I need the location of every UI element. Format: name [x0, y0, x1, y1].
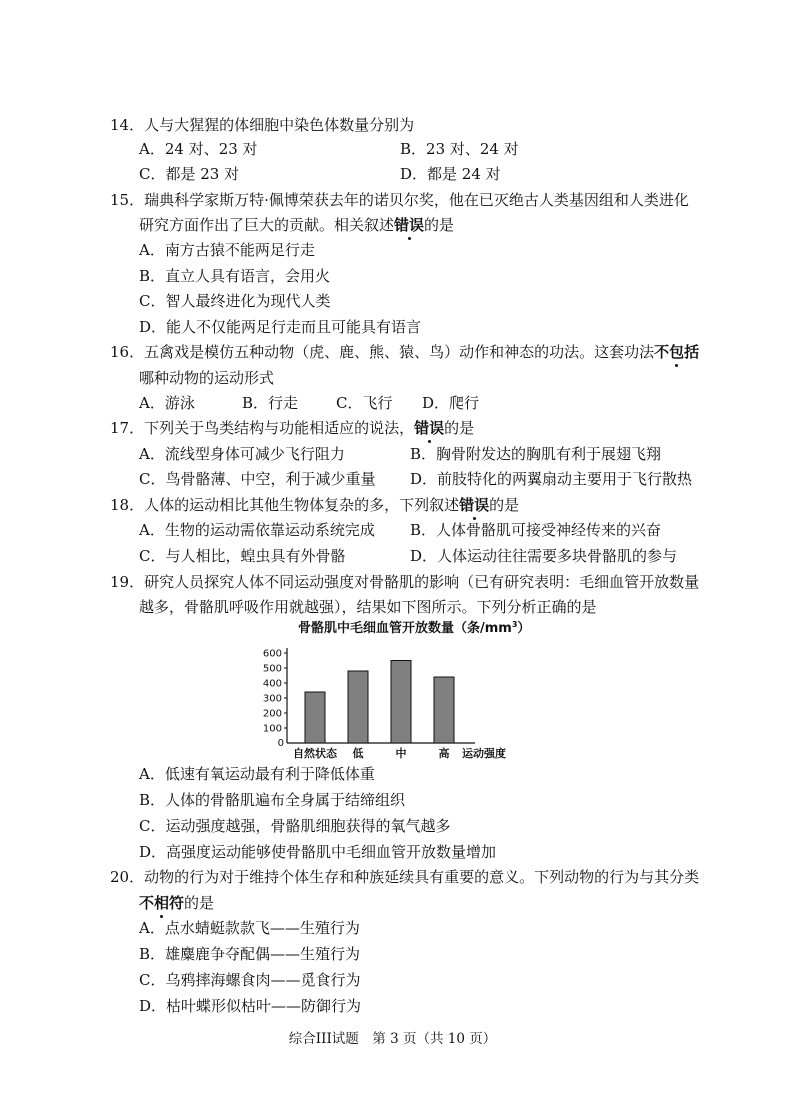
q15-option-b: B．直立人具有语言，会用火: [139, 267, 331, 285]
q17-emphasis: 错误: [414, 419, 445, 437]
q20-option-d: D．枯叶蝶形似枯叶——防御行为: [139, 997, 362, 1015]
q20-emphasis: 不相符: [139, 894, 185, 912]
q14-stem: 14．人与大猩猩的体细胞中染色体数量分别为: [110, 116, 415, 134]
x-tick-label: 高: [438, 747, 450, 760]
q20-option-a: A．点水蜻蜓款款飞——生殖行为: [139, 919, 360, 937]
x-axis-label: 运动强度: [462, 747, 506, 760]
page-footer: 综合III试题 第 3 页（共 10 页）: [288, 1031, 497, 1047]
q16-option-a: A．游泳: [139, 394, 195, 412]
q15-option-c: C．智人最终进化为现代人类: [139, 292, 331, 310]
y-tick-label: 300: [262, 693, 282, 705]
q16-option-c: C．飞行: [336, 394, 393, 412]
q20-option-b: B．雄麋鹿争夺配偶——生殖行为: [139, 945, 361, 963]
x-tick-label: 低: [352, 747, 364, 760]
q17-option-b: B．胸骨附发达的胸肌有利于展翅飞翔: [410, 445, 662, 463]
q19-stem-line2: 越多，骨骼肌呼吸作用就越强），结果如下图所示。下列分析正确的是: [139, 598, 597, 616]
q16-option-d: D．爬行: [422, 394, 480, 412]
q15-option-a: A．南方古猿不能两足行走: [139, 241, 315, 259]
q19-option-d: D．高强度运动能够使骨骼肌中毛细血管开放数量增加: [139, 843, 497, 861]
axis-origin-label: 0: [277, 738, 284, 749]
q20-option-c: C．乌鸦摔海螺食肉——觅食行为: [139, 971, 361, 989]
q15-emphasis: 错误: [394, 216, 425, 234]
bar-2: [391, 661, 411, 744]
q16-emphasis: 不包括: [654, 343, 700, 361]
q17-stem: 17．下列关于鸟类结构与功能相适应的说法，错误的是: [110, 419, 475, 437]
q15-option-d: D．能人不仅能两足行走而且可能具有语言: [139, 318, 422, 336]
y-tick-label: 200: [262, 708, 282, 720]
q15-stem-line2: 研究方面作出了巨大的贡献。相关叙述错误的是: [139, 216, 455, 234]
q19-option-b: B．人体的骨骼肌遍布全身属于结缔组织: [139, 791, 406, 809]
bar-0: [305, 692, 325, 743]
chart-title: 骨骼肌中毛细血管开放数量（条$/mm^3$）: [298, 620, 531, 636]
x-tick-label: 中: [395, 747, 407, 760]
q20-stem-line1: 20．动物的行为对于维持个体生存和种族延续具有重要的意义。下列动物的行为与其分类: [110, 868, 700, 886]
q18-option-b: B．人体骨骼肌可接受神经传来的兴奋: [410, 521, 662, 539]
q14-option-d: D．都是 24 对: [400, 165, 501, 183]
y-tick-label: 100: [262, 723, 282, 735]
q15-stem-line1: 15．瑞典科学家斯万特·佩博荣获去年的诺贝尔奖，他在已灭绝古人类基因组和人类进化: [110, 191, 689, 209]
q17-option-c: C．鸟骨骼薄、中空，利于减少重量: [139, 470, 376, 488]
q14-option-c: C．都是 23 对: [139, 165, 240, 183]
q18-stem: 18．人体的运动相比其他生物体复杂的多，下列叙述错误的是: [110, 496, 520, 514]
y-tick-label: 500: [262, 663, 282, 675]
bar-1: [348, 671, 368, 743]
q18-emphasis: 错误: [459, 496, 490, 514]
y-tick-label: 600: [262, 648, 282, 660]
q19-stem-line1: 19．研究人员探究人体不同运动强度对骨骼肌的影响（已有研究表明：毛细血管开放数量: [110, 573, 700, 591]
q14-option-b: B．23 对、24 对: [400, 140, 519, 158]
bar-3: [434, 677, 454, 743]
q18-option-d: D．人体运动往往需要多块骨骼肌的参与: [410, 547, 678, 565]
capillary-bar-chart: [250, 618, 531, 763]
q17-option-a: A．流线型身体可减少飞行阻力: [139, 445, 345, 463]
q19-option-a: A．低速有氧运动最有利于降低体重: [139, 765, 375, 783]
q16-stem-line1: 16．五禽戏是模仿五种动物（虎、鹿、熊、猿、鸟）动作和神态的功法。这套功法不包括: [110, 343, 700, 361]
q16-stem-line2: 哪种动物的运动形式: [139, 369, 275, 387]
y-tick-label: 400: [262, 678, 282, 690]
q18-option-a: A．生物的运动需依靠运动系统完成: [139, 521, 375, 539]
q16-option-b: B．行走: [242, 394, 299, 412]
q18-option-c: C．与人相比，蝗虫具有外骨骼: [139, 547, 346, 565]
q20-stem-line2: 不相符的是: [139, 894, 215, 912]
q14-option-a: A．24 对、23 对: [139, 140, 258, 158]
q17-option-d: D．前肢特化的两翼扇动主要用于飞行散热: [410, 470, 693, 488]
q19-option-c: C．运动强度越强，骨骼肌细胞获得的氧气越多: [139, 817, 451, 835]
x-tick-label: 自然状态: [293, 747, 337, 760]
